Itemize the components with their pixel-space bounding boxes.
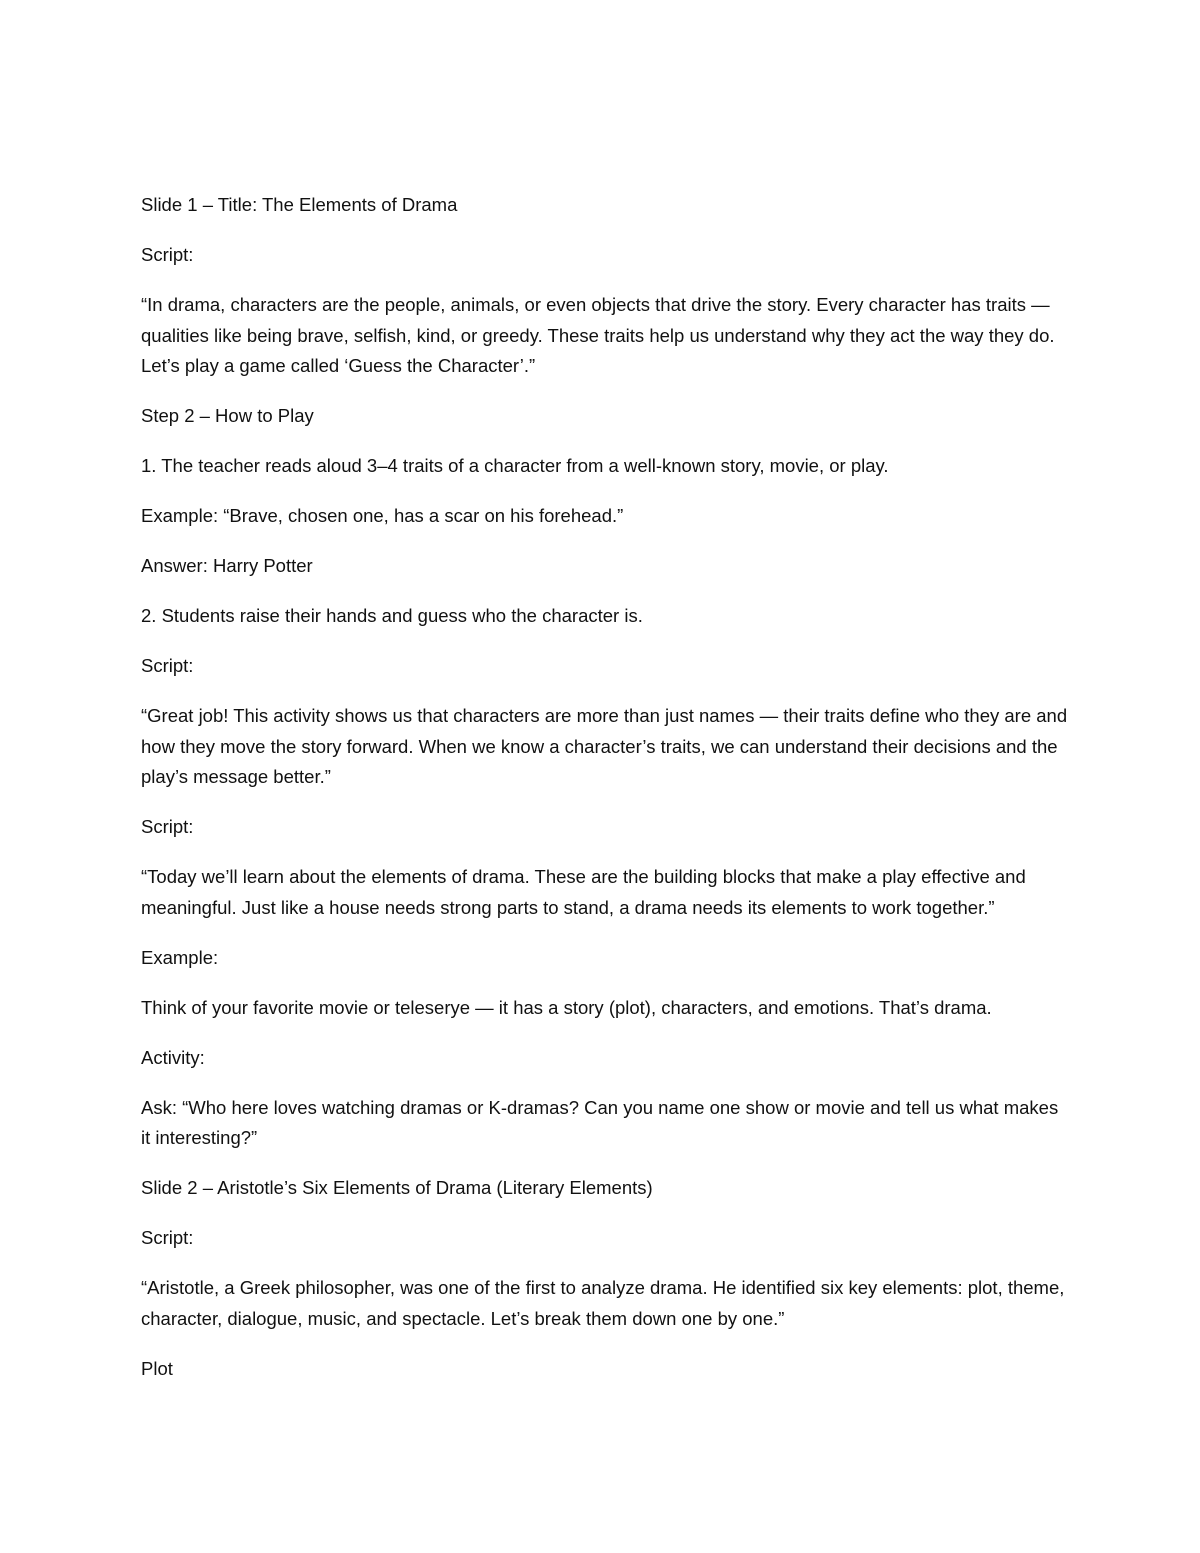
slide-1-title: Slide 1 – Title: The Elements of Drama [141,194,458,215]
plot-heading: Plot [141,1357,173,1379]
answer-line: Answer: Harry Potter [141,555,313,576]
great-job-script: “Great job! This activity shows us that characters are more than just names — their traits define who they are and how they move the story forward. When we know a character’s traits, we can understand their decisions and the play’s message better.” [141,705,1068,787]
step-2-heading: Step 2 – How to Play [141,405,314,426]
step-2-instruction: 2. Students raise their hands and guess who the character is. [141,605,643,626]
script-label: Script: [141,816,194,837]
example-line: Example: “Brave, chosen one, has a scar on his forehead.” [141,505,624,526]
document-body [141,190,1071,1404]
characters-script: “In drama, characters are the people, animals, or even objects that drive the story. Every character has traits — qualities like being brave, selfish, kind, or greedy. These traits help us understand why they act the way they do. Let’s play a game called ‘Guess the Character’.” [141,294,1055,376]
activity-question: Ask: “Who here loves watching dramas or K-dramas? Can you name one show or movie and tell us what makes it interesting?” [141,1096,1059,1148]
script-label: Script: [141,244,194,265]
step-1-instruction: 1. The teacher reads aloud 3–4 traits of a character from a well-known story, movie, or play. [141,455,889,476]
aristotle-script: “Aristotle, a Greek philosopher, was one of the first to analyze drama. He identified six key elements: plot, theme, character, dialogue, music, and spectacle. Let’s break them down one by one.” [141,1277,1065,1329]
script-label: Script: [141,655,194,676]
example-text: Think of your favorite movie or teleserye — it has a story (plot), characters, and emotions. That’s drama. [141,996,992,1018]
activity-label: Activity: [141,1046,205,1068]
slide-2-title: Slide 2 – Aristotle’s Six Elements of Drama (Literary Elements) [141,1177,653,1198]
today-script: “Today we’ll learn about the elements of drama. These are the building blocks that make a play effective and meaningful. Just like a house needs strong parts to stand, a drama needs its elements to work together.” [141,866,1026,918]
example-label: Example: [141,946,219,968]
script-label: Script: [141,1227,194,1248]
